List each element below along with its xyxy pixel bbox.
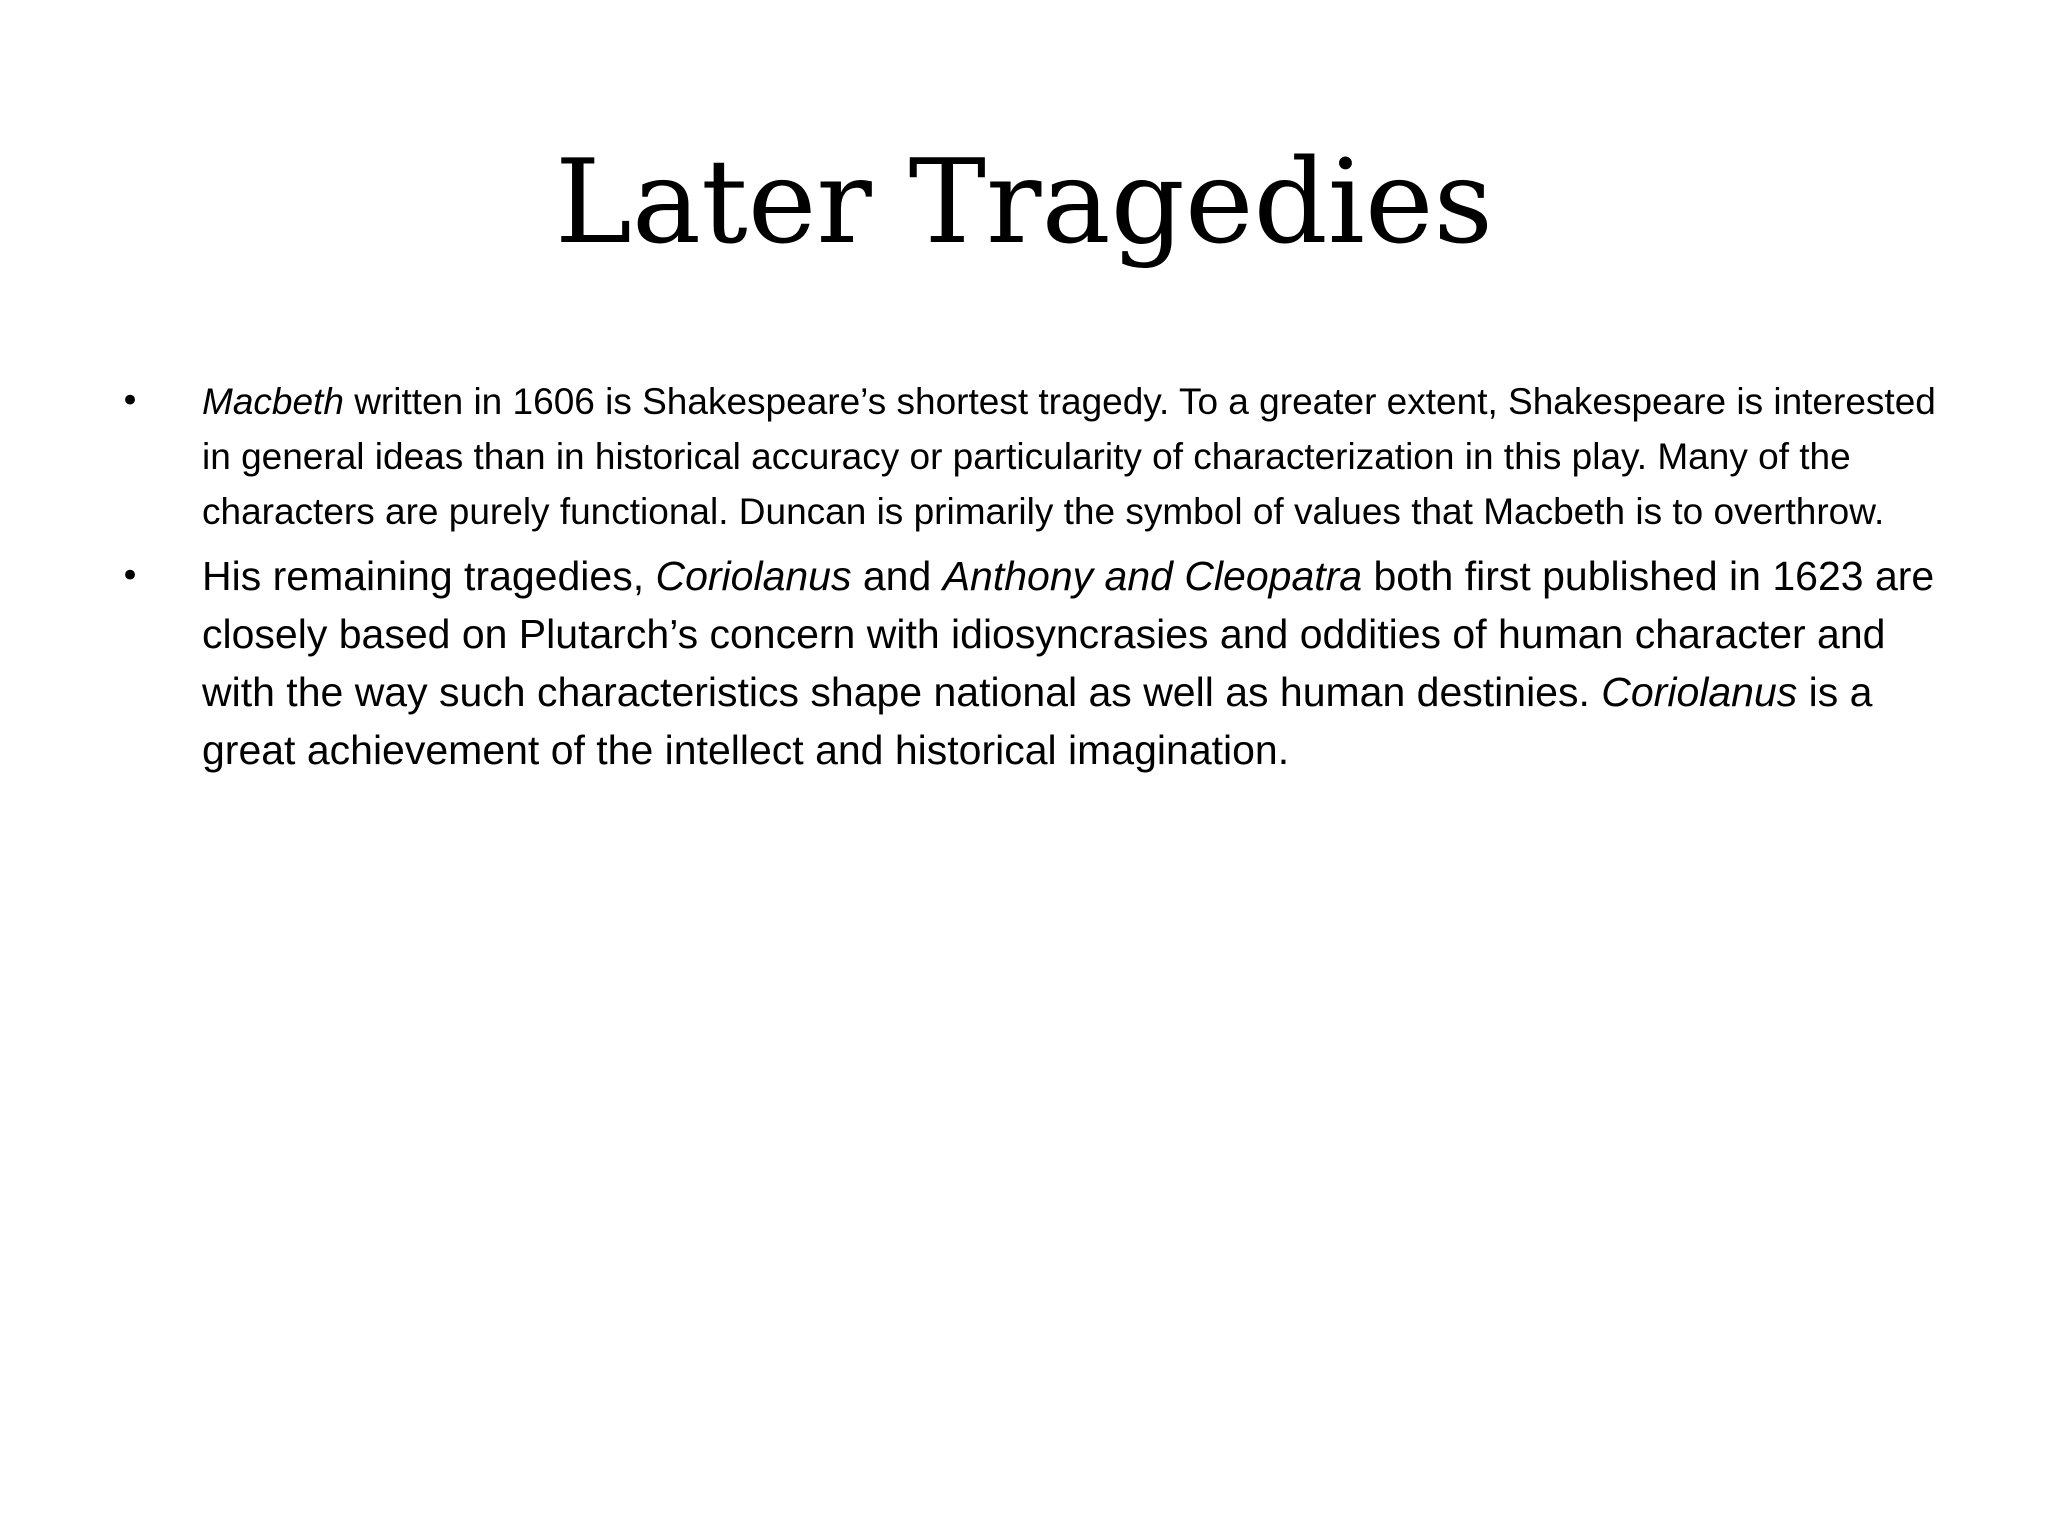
text-segment: His remaining tragedies, bbox=[202, 553, 656, 599]
text-segment: written in 1606 is Shakespeare’s shortest tragedy. To a greater extent, Shakespeare is interested in general ideas than in historical accuracy or particularity of characterization in this play. Many of the characters are purely functional. Duncan is primarily the symbol of values that Macbeth is to overthrow. bbox=[202, 381, 1936, 532]
bullet-icon: • bbox=[120, 381, 141, 421]
text-segment: both first published in 1623 are closely based on Plutarch’s concern with idiosyncrasies and oddities of human character and with the way such characteristics shape national as well as human destinies. bbox=[202, 553, 1935, 715]
bullet-text bbox=[202, 381, 1936, 532]
bullet-item-remaining-tragedies bbox=[120, 547, 1940, 779]
bullet-icon: • bbox=[120, 556, 141, 596]
bullet-text bbox=[202, 553, 1934, 773]
slide-title: Later Tragedies bbox=[554, 135, 1494, 270]
text-segment: and bbox=[851, 553, 943, 599]
play-title: Coriolanus bbox=[655, 553, 852, 599]
play-title: Macbeth bbox=[202, 381, 344, 422]
bullet-list bbox=[120, 374, 1940, 779]
bullet-item-macbeth bbox=[120, 374, 1940, 539]
play-title: Anthony and Cleopatra bbox=[942, 553, 1363, 599]
play-title: Coriolanus bbox=[1601, 669, 1798, 715]
text-segment: is a great achievement of the intellect and historical imagination. bbox=[202, 669, 1873, 773]
